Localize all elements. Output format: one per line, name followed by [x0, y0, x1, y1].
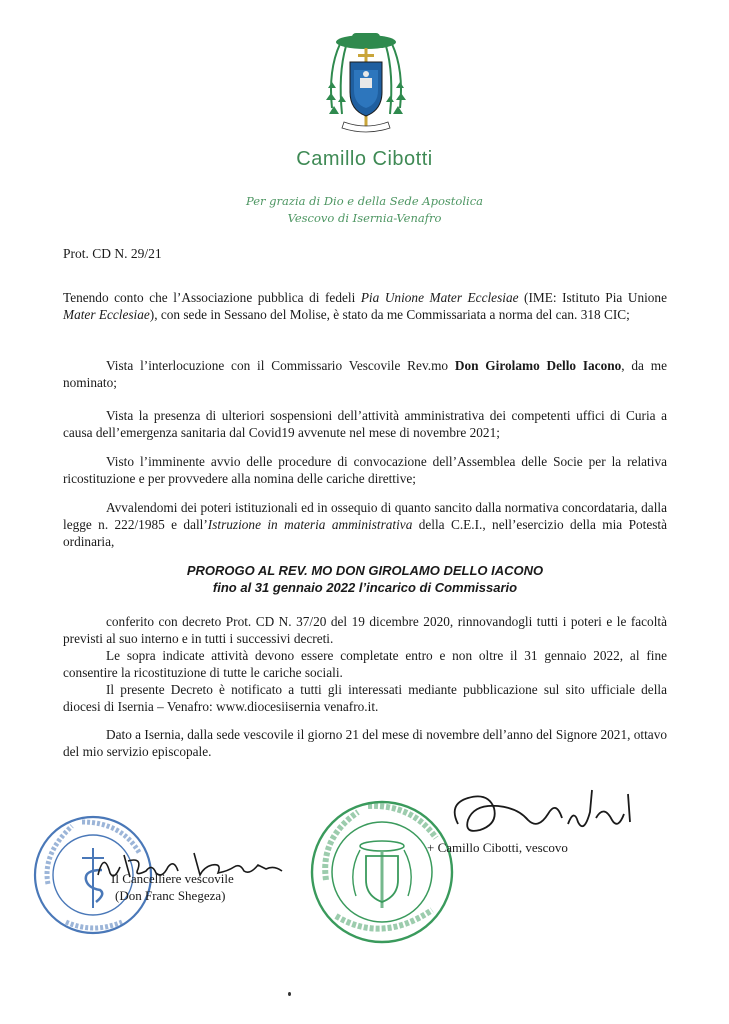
closing-paragraph-3: Il presente Decreto è notificato a tutti gli interessati mediante pubblicazione sul sito ufficiale della diocesi di Isernia – Venafro: www.diocesiisernia venafro.it. — [63, 682, 667, 714]
paragraph-3: Vista la presenza di ulteriori sospensioni dell’attività amministrativa dei competenti uffici di Curia a causa dell’emergenza sanitaria dal Covid19 avvenute nel mese di novembre 2021; — [63, 408, 667, 440]
paragraph-2: Vista l’interlocuzione con il Commissario Vescovile Rev.mo Don Girolamo Dello Iacono, da me nominato; — [63, 358, 667, 390]
bishop-signature-line: + Camillo Cibotti, vescovo — [427, 840, 568, 855]
closing-paragraph-1: conferito con decreto Prot. CD N. 37/20 del 19 dicembre 2020, rinnovandogli tutti i poteri e le facoltà previsti al suo interno e in tutti i successivi decreti. — [63, 614, 667, 646]
chancellor-name: (Don Franc Shegeza) — [115, 888, 226, 903]
decree-statement — [63, 562, 667, 596]
decree-line-2: fino al 31 gennaio 2022 l’incarico di Commissario — [212, 580, 518, 595]
closing-paragraph-2: Le sopra indicate attività devono essere completate entro e non oltre il 31 gennaio 2022, al fine consentire la ricostituzione di tutte le cariche sociali. — [63, 648, 667, 680]
coat-of-arms-icon — [318, 30, 414, 138]
paragraph-4: Visto l’imminente avvio delle procedure di convocazione dell’Assemblea delle Socie per la relativa ricostituzione e per provvedere alla nomina delle cariche direttive; — [63, 454, 667, 486]
paragraph-1: Tenendo conto che l’Associazione pubblica di fedeli Pia Unione Mater Ecclesiae (IME: Istituto Pia Unione Mater Ecclesiae), con sede in Sessano del Molise, è stato da me Commissariata a norma del can. 318 CIC; — [63, 290, 667, 322]
closing-paragraph-4: Dato a Isernia, dalla sede vescovile il giorno 21 del mese di novembre dell’anno del Signore 2021, ottavo del mio servizio episcopale. — [63, 727, 667, 759]
chancellor-role: Il Cancelliere vescovile — [111, 871, 234, 886]
bishop-name: Camillo Cibotti — [296, 148, 433, 170]
protocol-number: Prot. CD N. 29/21 — [63, 246, 162, 261]
bishop-title-line1: Per grazia di Dio e della Sede Apostolica — [245, 194, 483, 208]
bishop-title-line2: Vescovo di Isernia-Venafro — [287, 211, 442, 225]
bishop-signature-icon — [428, 784, 638, 848]
decree-line-1: PROROGO AL REV. MO DON GIROLAMO DELLO IACONO — [186, 563, 544, 578]
page-mark — [288, 992, 291, 996]
paragraph-5: Avvalendomi dei poteri istituzionali ed in ossequio di quanto sancito dalla normativa concordataria, dalla legge n. 222/1985 e dall’Istruzione in materia amministrativa della C.E.I., nell’esercizio della mia Potestà ordinaria, — [63, 500, 667, 549]
